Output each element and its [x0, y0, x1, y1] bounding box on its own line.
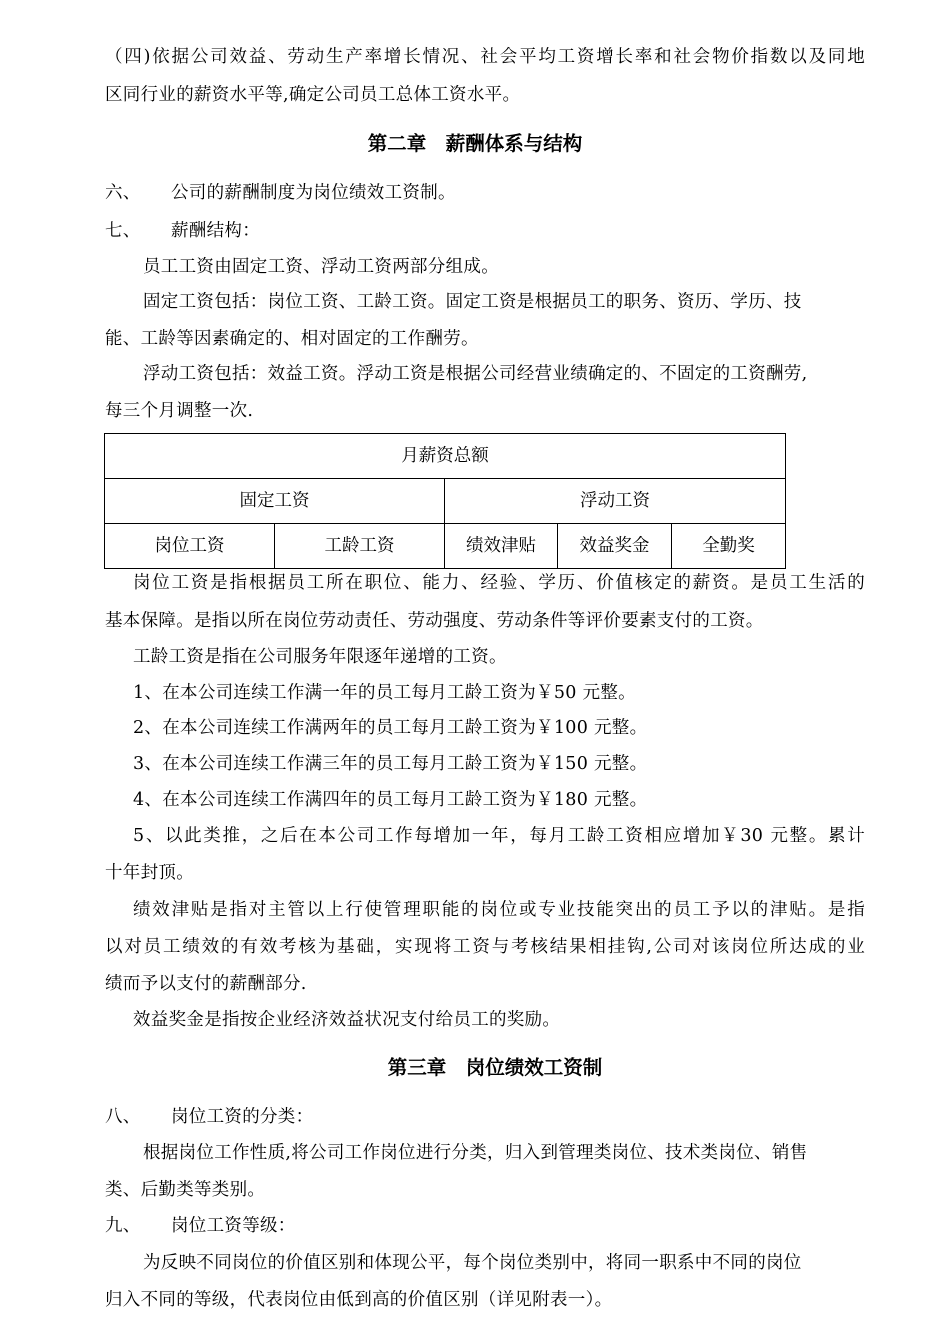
clause-number: 九、	[105, 1216, 141, 1236]
paragraph-line: 员工工资由固定工资、浮动工资两部分组成。	[143, 257, 499, 277]
list-item: 3、在本公司连续工作满三年的员工每月工龄工资为￥150 元整。	[133, 754, 648, 774]
list-item: 4、在本公司连续工作满四年的员工每月工龄工资为￥180 元整。	[133, 790, 648, 810]
paragraph-line: 绩而予以支付的薪酬部分.	[105, 974, 307, 994]
table-header-cell: 月薪资总额	[105, 434, 786, 479]
clause-text: 薪酬结构：	[171, 221, 260, 241]
paragraph-line: 工龄工资是指在公司服务年限逐年递增的工资。	[133, 647, 507, 667]
paragraph-line: 岗位工资是指根据员工所在职位、能力、经验、学历、价值核定的薪资。是员工生活的	[133, 573, 865, 593]
clause-9	[105, 1214, 865, 1238]
paragraph-line: 以对员工绩效的有效考核为基础，实现将工资与考核结果相挂钩,公司对该岗位所达成的业	[105, 937, 865, 957]
chapter-2-heading: 第二章 薪酬体系与结构	[367, 132, 583, 155]
list-item-continuation: 十年封顶。	[105, 863, 194, 883]
clause-6	[105, 181, 865, 205]
table-cell: 工龄工资	[275, 524, 445, 569]
table-cell: 绩效津贴	[445, 524, 558, 569]
clause-number: 八、	[105, 1107, 141, 1127]
paragraph-line: 为反映不同岗位的价值区别和体现公平，每个岗位类别中，将同一职系中不同的岗位	[143, 1253, 802, 1273]
table-group-cell: 浮动工资	[445, 479, 786, 524]
clause-number: 六、	[105, 183, 141, 203]
paragraph-line: （四)依据公司效益、劳动生产率增长情况、社会平均工资增长率和社会物价指数以及同地	[105, 47, 865, 67]
clause-7	[105, 219, 865, 243]
paragraph-line: 类、后勤类等类别。	[105, 1180, 266, 1200]
paragraph-line: 区同行业的薪资水平等,确定公司员工总体工资水平。	[105, 85, 521, 105]
paragraph-line: 归入不同的等级，代表岗位由低到高的价值区别（详见附表一）。	[105, 1290, 613, 1310]
paragraph-line: 浮动工资包括：效益工资。浮动工资是根据公司经营业绩确定的、不固定的工资酬劳,	[143, 364, 808, 384]
list-item: 1、在本公司连续工作满一年的员工每月工龄工资为￥50 元整。	[133, 683, 636, 703]
clause-text: 公司的薪酬制度为岗位绩效工资制。	[171, 183, 456, 203]
table-row	[105, 479, 786, 524]
clause-text: 岗位工资的分类：	[171, 1107, 314, 1127]
salary-structure-table	[104, 433, 786, 569]
table-row	[105, 434, 786, 479]
table-group-cell: 固定工资	[105, 479, 445, 524]
paragraph-line: 基本保障。是指以所在岗位劳动责任、劳动强度、劳动条件等评价要素支付的工资。	[105, 611, 764, 631]
table-cell: 全勤奖	[672, 524, 786, 569]
chapter-3-heading: 第三章 岗位绩效工资制	[387, 1056, 603, 1079]
table-row	[105, 524, 786, 569]
clause-text: 岗位工资等级：	[171, 1216, 296, 1236]
clause-number: 七、	[105, 221, 141, 241]
table-cell: 岗位工资	[105, 524, 275, 569]
paragraph-line: 根据岗位工作性质,将公司工作岗位进行分类，归入到管理类岗位、技术类岗位、销售	[143, 1143, 808, 1163]
list-item: 2、在本公司连续工作满两年的员工每月工龄工资为￥100 元整。	[133, 718, 648, 738]
clause-8	[105, 1105, 865, 1129]
paragraph-line: 效益奖金是指按企业经济效益状况支付给员工的奖励。	[133, 1010, 561, 1030]
paragraph-line: 绩效津贴是指对主管以上行使管理职能的岗位或专业技能突出的员工予以的津贴。是指	[133, 900, 865, 920]
table-cell: 效益奖金	[558, 524, 672, 569]
paragraph-line: 能、工龄等因素确定的、相对固定的工作酬劳。	[105, 329, 479, 349]
paragraph-line: 每三个月调整一次.	[105, 401, 254, 421]
list-item: 5、以此类推，之后在本公司工作每增加一年，每月工龄工资相应增加￥30 元整。累计	[133, 826, 865, 846]
paragraph-line: 固定工资包括：岗位工资、工龄工资。固定工资是根据员工的职务、资历、学历、技	[143, 292, 802, 312]
